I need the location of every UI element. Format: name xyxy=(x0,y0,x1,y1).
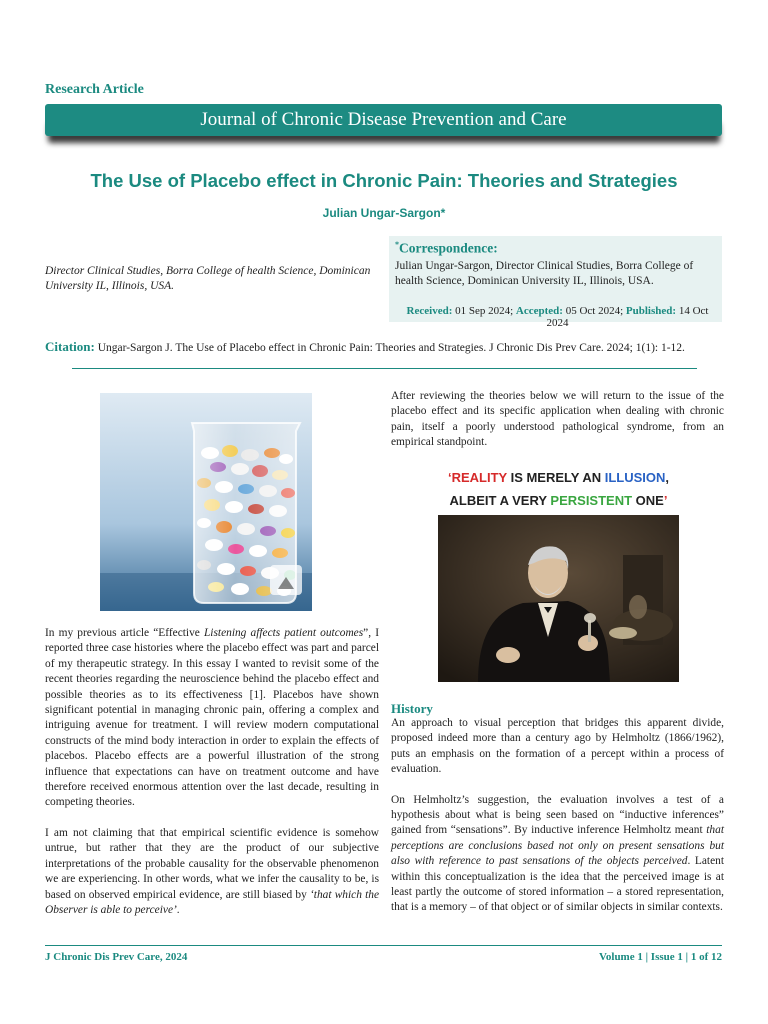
right-column-history xyxy=(391,716,724,916)
accepted-label: Accepted: xyxy=(515,305,563,317)
right-paragraph-2: An approach to visual perception that bridges this apparent divide, proposed indeed more than a century ago by Helmholtz (1866/1962), puts an emphasis on the formation of a percept within a process of evaluation. xyxy=(391,717,724,776)
journal-banner: Journal of Chronic Disease Prevention and Care xyxy=(45,104,722,136)
accepted-date: 05 Oct 2024 xyxy=(565,305,621,317)
history-heading: History xyxy=(391,701,433,716)
section-divider xyxy=(72,368,697,369)
text-run: . xyxy=(176,903,180,916)
footer-journal: J Chronic Dis Prev Care, 2024 xyxy=(45,951,188,963)
left-paragraph-2 xyxy=(45,826,379,918)
left-column xyxy=(45,626,379,918)
text-run: In my previous article “Effective xyxy=(45,627,204,639)
correspondence-heading xyxy=(395,240,498,257)
emphasis-run: that perceptions are conclusions based not only on present sensations but also with reference to past sensations of the objects perceived xyxy=(391,824,724,868)
footer-divider xyxy=(45,945,722,946)
quote-close-mark: ’ xyxy=(663,493,668,508)
article-dates: Received: 01 Sep 2024; Accepted: 05 Oct 2024; Published: 14 Oct 2024 xyxy=(406,305,709,329)
right-paragraph-3 xyxy=(391,793,724,916)
received-date: 01 Sep 2024 xyxy=(455,305,511,317)
quote-word: , xyxy=(665,470,670,485)
article-type-label: Research Article xyxy=(45,82,144,97)
footer-pages: 1 of 12 xyxy=(690,951,722,963)
published-date: 14 Oct 2024 xyxy=(546,305,709,329)
right-paragraph-1: After reviewing the theories below we will return to the issue of the placebo effect and its specific application when dealing with chronic pain, itself a poorly understood pathological syndrome, from an empirical standpoint. xyxy=(391,390,724,449)
footer-page-info xyxy=(560,951,722,963)
quote-open-mark: ‘ xyxy=(447,470,452,485)
quote-word: ONE xyxy=(632,493,664,508)
helmholtz-portrait-image xyxy=(438,515,679,682)
quote-line-2 xyxy=(436,489,681,512)
text-run: . Latent within this conceptualization is the idea that the perceived image is at least partly the outcome of stored information – a stored representation, that is a memory – of that object or of similar objects in similar contexts. xyxy=(391,855,725,914)
quote-word: ILLUSION xyxy=(604,470,666,485)
quote-line-1 xyxy=(436,466,681,489)
author-affiliation: Director Clinical Studies, Borra College of health Science, Dominican University IL, Illinois, USA. xyxy=(45,265,371,292)
quote-word: IS MERELY AN xyxy=(506,470,605,485)
quote-word: PERSISTENT xyxy=(550,493,633,508)
footer-separator: | xyxy=(642,951,651,963)
text-run: I am not claiming that that empirical scientific evidence is somehow untrue, but rather that they are the product of our subjective interpretations of the probable causality for the observable phenomenon we are experiencing. In other words, what we infer the causality to be, is based on observed empirical evidence, are still biased by xyxy=(45,826,379,901)
placebo-pills-image xyxy=(100,393,312,611)
published-label: Published: xyxy=(625,305,677,317)
right-column-intro xyxy=(391,389,724,451)
citation-text: Ungar-Sargon J. The Use of Placebo effect in Chronic Pain: Theories and Strategies. J Chronic Dis Prev Care. 2024; 1(1): 1-12. xyxy=(97,342,685,354)
emphasis-run: ‘that which the Observer is able to perceive’ xyxy=(45,888,380,916)
article-title: The Use of Placebo effect in Chronic Pain: Theories and Strategies xyxy=(90,170,678,191)
quote-word: REALITY xyxy=(451,470,507,485)
left-paragraph-1 xyxy=(45,626,379,811)
text-run: ”, I reported three case histories where the placebo effect was part and parcel of my therapeutic strategy. In this essay I wanted to revisit some of the recent theories regarding the neuroscience behind the placebo effect and possible theories as to its effectiveness [1]. Placebos have shown significant potential in managing chronic pain, offering a complex and intriguing avenue for treatment. I will review modern computational constructs of the mind body interaction in order to explain the effects of placebos. Placebo effects are a powerful illustration of the strong influence that expectations can have on treatment outcome and have therefore received enormous attention over the last decade, resulting in competing theories. xyxy=(45,627,379,809)
citation-label: Citation: xyxy=(45,339,95,354)
footer-separator: | xyxy=(682,951,691,963)
correspondence-text: Julian Ungar-Sargon, Director Clinical Studies, Borra College of health Science, Dominican University IL, Illinois, USA. xyxy=(395,260,694,287)
emphasis-run: Listening affects patient outcomes xyxy=(203,627,364,639)
einstein-quote xyxy=(436,466,681,512)
received-label: Received: xyxy=(406,305,453,317)
footer-issue: Issue 1 xyxy=(650,951,683,963)
text-run: On Helmholtz’s suggestion, the evaluation involves a test of a hypothesis about what is being seen based on “inductive inferences” gained from “sensations”. By inductive inference Helmholtz meant xyxy=(391,793,724,837)
correspondence-heading-text: Correspondence: xyxy=(399,240,498,256)
author-name: Julian Ungar-Sargon* xyxy=(322,206,446,220)
footer-volume: Volume 1 xyxy=(598,951,643,963)
correspondence-mark: * xyxy=(395,240,399,249)
quote-word: ALBEIT A VERY xyxy=(449,493,551,508)
citation xyxy=(45,339,745,355)
